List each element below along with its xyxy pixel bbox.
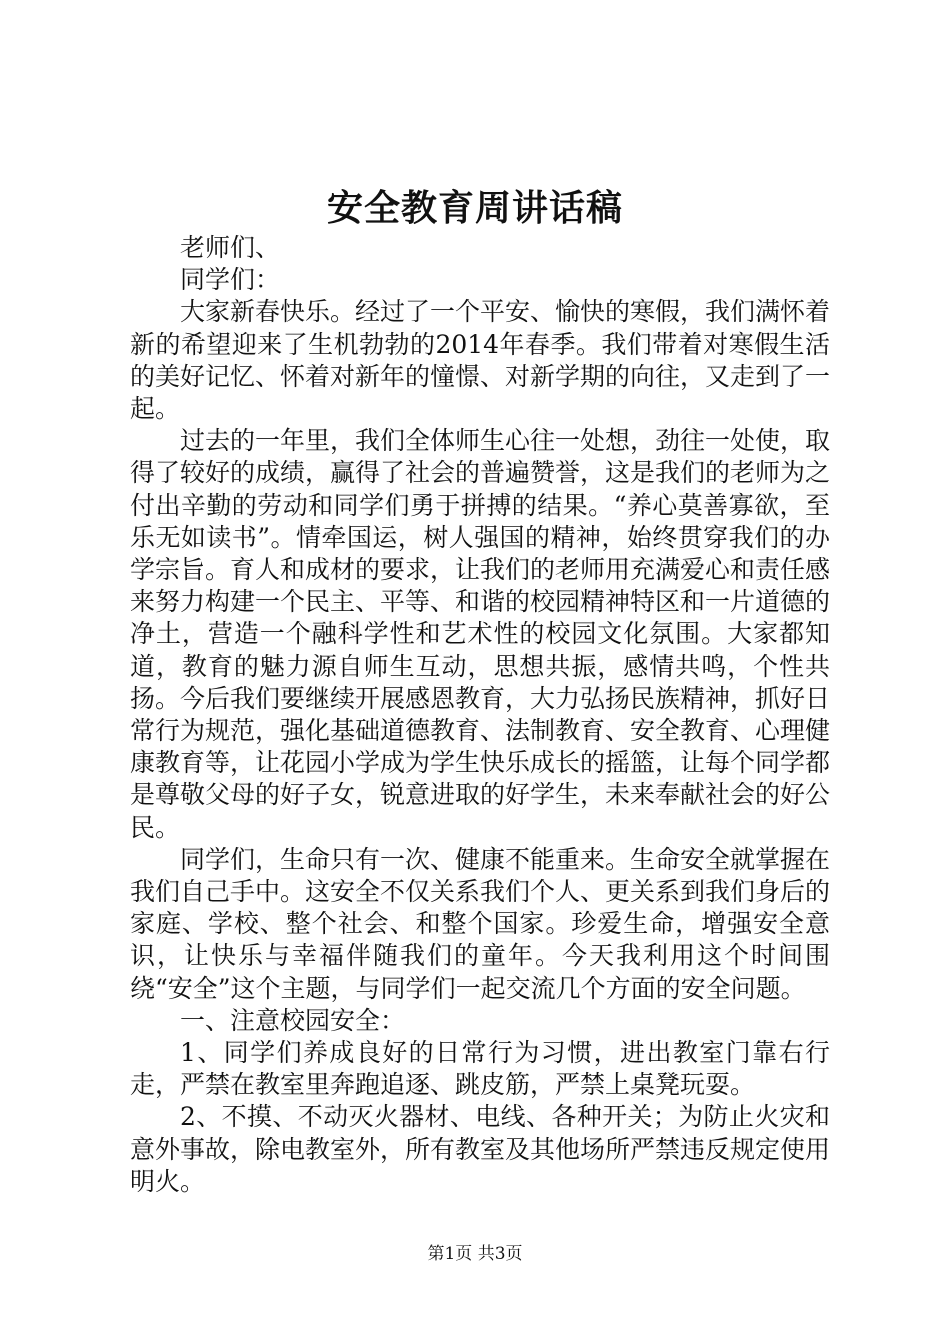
salutation-students: 同学们： [180, 265, 281, 295]
list-item-2: 2、不摸、不动灭火器材、电线、各种开关；为防止火灾和意外事故，除电教室外，所有教室及其他场所严禁违反规定使用明火。 [130, 1102, 831, 1196]
section-heading-campus-safety: 一、注意校园安全： [180, 1005, 406, 1035]
document-body [130, 232, 830, 1198]
salutation-teachers: 老师们、 [180, 233, 281, 262]
page-footer: 第1页 共3页 [427, 1244, 523, 1264]
document-title: 安全教育周讲话稿 [326, 187, 623, 229]
paragraph-new-year: 大家新春快乐。经过了一个平安、愉快的寒假，我们满怀着新的希望迎来了生机勃勃的2014年春季。我们带着对寒假生活的美好记忆、怀着对新年的憧憬、对新学期的向往，又走到了一起。 [130, 297, 831, 424]
paragraph-past-year: 过去的一年里，我们全体师生心往一处想，劲往一处使，取得了较好的成绩，赢得了社会的普遍赞誉，这是我们的老师为之付出辛勤的劳动和同学们勇于拼搏的结果。“养心莫善寡欲，至乐无如读书”。情牵国运，树人强国的精神，始终贯穿我们的办学宗旨。育人和成材的要求，让我们的老师用充满爱心和责任感来努力构建一个民主、平等、和谐的校园精神特区和一片道德的净土，营造一个融科学性和艺术性的校园文化氛围。大家都知道，教育的魅力源自师生互动，思想共振，感情共鸣，个性共扬。今后我们要继续开展感恩教育，大力弘扬民族精神，抓好日常行为规范，强化基础道德教育、法制教育、安全教育、心理健康教育等，让花园小学成为学生快乐成长的摇篮，让每个同学都是尊敬父母的好子女，锐意进取的好学生，未来奉献社会的好公民。 [130, 426, 831, 842]
paragraph-safety-intro: 同学们，生命只有一次、健康不能重来。生命安全就掌握在我们自己手中。这安全不仅关系我们个人、更关系到我们身后的家庭、学校、整个社会、和整个国家。珍爱生命，增强安全意识，让快乐与幸福伴随我们的童年。今天我利用这个时间围绕“安全”这个主题，与同学们一起交流几个方面的安全问题。 [130, 844, 831, 1003]
list-item-1: 1、同学们养成良好的日常行为习惯，进出教室门靠右行走，严禁在教室里奔跑追逐、跳皮筋，严禁上桌凳玩耍。 [130, 1038, 830, 1100]
